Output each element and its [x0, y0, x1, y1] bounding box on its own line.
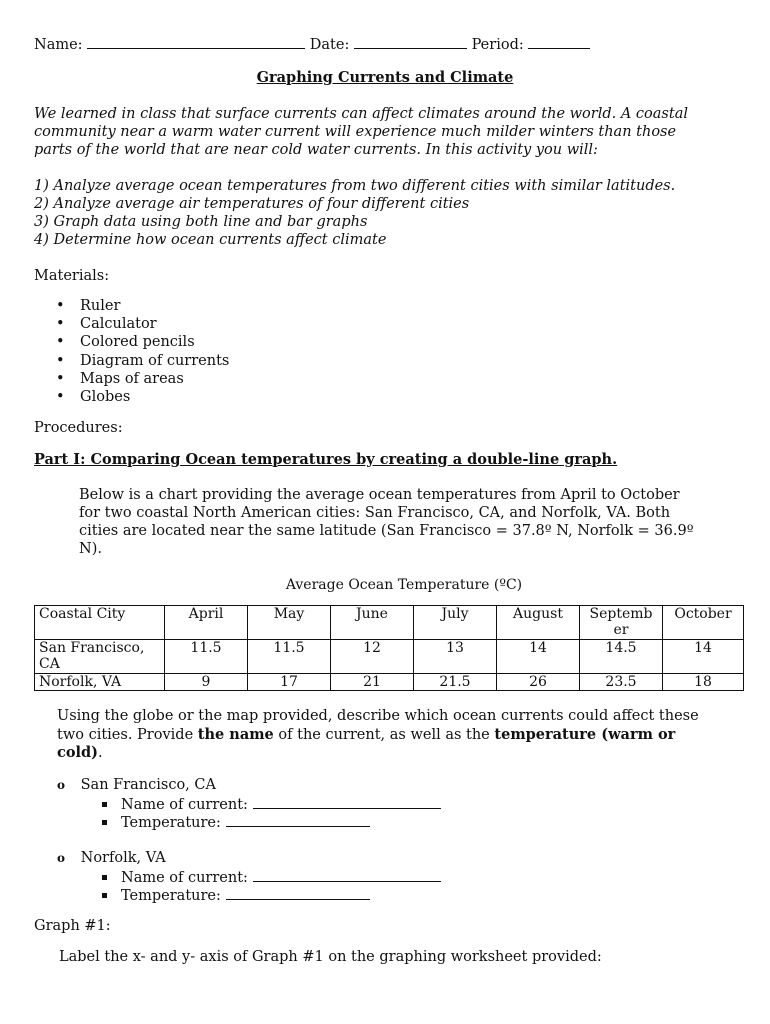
table-cell: 14.5 [580, 640, 663, 674]
norfolk-temperature-blank[interactable] [226, 887, 370, 900]
objective-3: 3) Graph data using both line and bar graphs [34, 214, 368, 230]
col-header-june: June [331, 606, 414, 640]
list-item: • Calculator [34, 315, 229, 333]
list-item: • Maps of areas [34, 370, 229, 388]
circle-bullet-icon: o [57, 851, 66, 865]
table-row [35, 640, 744, 674]
temperature-label: Temperature: [121, 815, 221, 831]
norfolk-current-row [102, 869, 441, 886]
table-cell: 9 [165, 674, 248, 691]
square-bullet-icon [102, 820, 107, 825]
period-blank[interactable] [528, 36, 590, 49]
city-name: San Francisco, CA [80, 777, 216, 793]
col-header-september: Septemb er [580, 606, 663, 640]
name-label: Name: [34, 37, 83, 53]
part1-para-line-4: N). [79, 541, 102, 557]
intro-line-2: community near a warm water current will experience much milder winters than those [34, 124, 677, 140]
objective-4: 4) Determine how ocean currents affect climate [34, 232, 387, 248]
sf-temp-row [102, 814, 370, 831]
list-item: • Ruler [34, 297, 229, 315]
ocean-temperature-table [34, 605, 744, 691]
table-cell: 21 [331, 674, 414, 691]
sf-temperature-blank[interactable] [226, 814, 370, 827]
table-cell: 23.5 [580, 674, 663, 691]
currents-question-line-3: cold). [57, 744, 103, 761]
square-bullet-icon [102, 893, 107, 898]
list-item: • Colored pencils [34, 333, 229, 351]
table-cell-city: Norfolk, VA [35, 674, 165, 691]
norfolk-current-blank[interactable] [253, 869, 441, 882]
table-cell: 12 [331, 640, 414, 674]
table-cell: 17 [248, 674, 331, 691]
part1-para-line-2: for two coastal North American cities: San Francisco, CA, and Norfolk, VA. Both [79, 505, 671, 521]
objective-1: 1) Analyze average ocean temperatures from two different cities with similar latitudes. [34, 178, 676, 194]
col-header-may: May [248, 606, 331, 640]
table-caption: Average Ocean Temperature (ºC) [285, 577, 523, 593]
intro-line-1: We learned in class that surface currents can affect climates around the world. A coastal [34, 106, 688, 122]
date-label: Date: [309, 37, 350, 53]
page-title: Graphing Currents and Climate [256, 69, 514, 86]
name-blank[interactable] [87, 36, 305, 49]
square-bullet-icon [102, 802, 107, 807]
part1-para-line-3: cities are located near the same latitude (San Francisco = 37.8º N, Norfolk = 36.9º [79, 523, 694, 539]
norfolk-temp-row [102, 887, 370, 904]
city-name: Norfolk, VA [80, 850, 166, 866]
part1-heading: Part I: Comparing Ocean temperatures by creating a double-line graph. [34, 451, 618, 468]
square-bullet-icon [102, 875, 107, 880]
current-label: Name of current: [121, 870, 248, 886]
sf-current-row [102, 796, 441, 813]
table-header-row [35, 606, 744, 640]
graph1-heading: Graph #1: [34, 918, 111, 934]
col-header-october: October [663, 606, 744, 640]
current-label: Name of current: [121, 797, 248, 813]
table-cell: 11.5 [165, 640, 248, 674]
part1-para-line-1: Below is a chart providing the average ocean temperatures from April to October [79, 487, 680, 503]
col-header-city: Coastal City [35, 606, 165, 640]
col-header-august: August [497, 606, 580, 640]
currents-question-line-1: Using the globe or the map provided, describe which ocean currents could affect these [57, 708, 699, 724]
list-item: • Diagram of currents [34, 352, 229, 370]
city-item-san-francisco [57, 777, 216, 793]
list-item: • Globes [34, 388, 229, 406]
col-header-april: April [165, 606, 248, 640]
table-cell: 14 [497, 640, 580, 674]
materials-list [34, 297, 229, 406]
table-cell: 18 [663, 674, 744, 691]
table-cell: 21.5 [414, 674, 497, 691]
graph1-instruction: Label the x- and y- axis of Graph #1 on the graphing worksheet provided: [59, 949, 602, 965]
table-cell: 14 [663, 640, 744, 674]
temperature-label: Temperature: [121, 888, 221, 904]
circle-bullet-icon: o [57, 778, 66, 792]
table-row [35, 674, 744, 691]
procedures-heading: Procedures: [34, 420, 123, 436]
table-cell: 26 [497, 674, 580, 691]
table-cell-city: San Francisco, CA [35, 640, 165, 674]
table-cell: 11.5 [248, 640, 331, 674]
currents-question-line-2: two cities. Provide the name of the current, as well as the temperature (warm or [57, 726, 676, 743]
header-row [34, 36, 590, 53]
intro-line-3: parts of the world that are near cold water currents. In this activity you will: [34, 142, 598, 158]
col-header-july: July [414, 606, 497, 640]
objective-2: 2) Analyze average air temperatures of four different cities [34, 196, 470, 212]
sf-current-blank[interactable] [253, 796, 441, 809]
date-blank[interactable] [354, 36, 467, 49]
city-item-norfolk [57, 850, 166, 866]
table-cell: 13 [414, 640, 497, 674]
materials-heading: Materials: [34, 268, 110, 284]
period-label: Period: [471, 37, 524, 53]
